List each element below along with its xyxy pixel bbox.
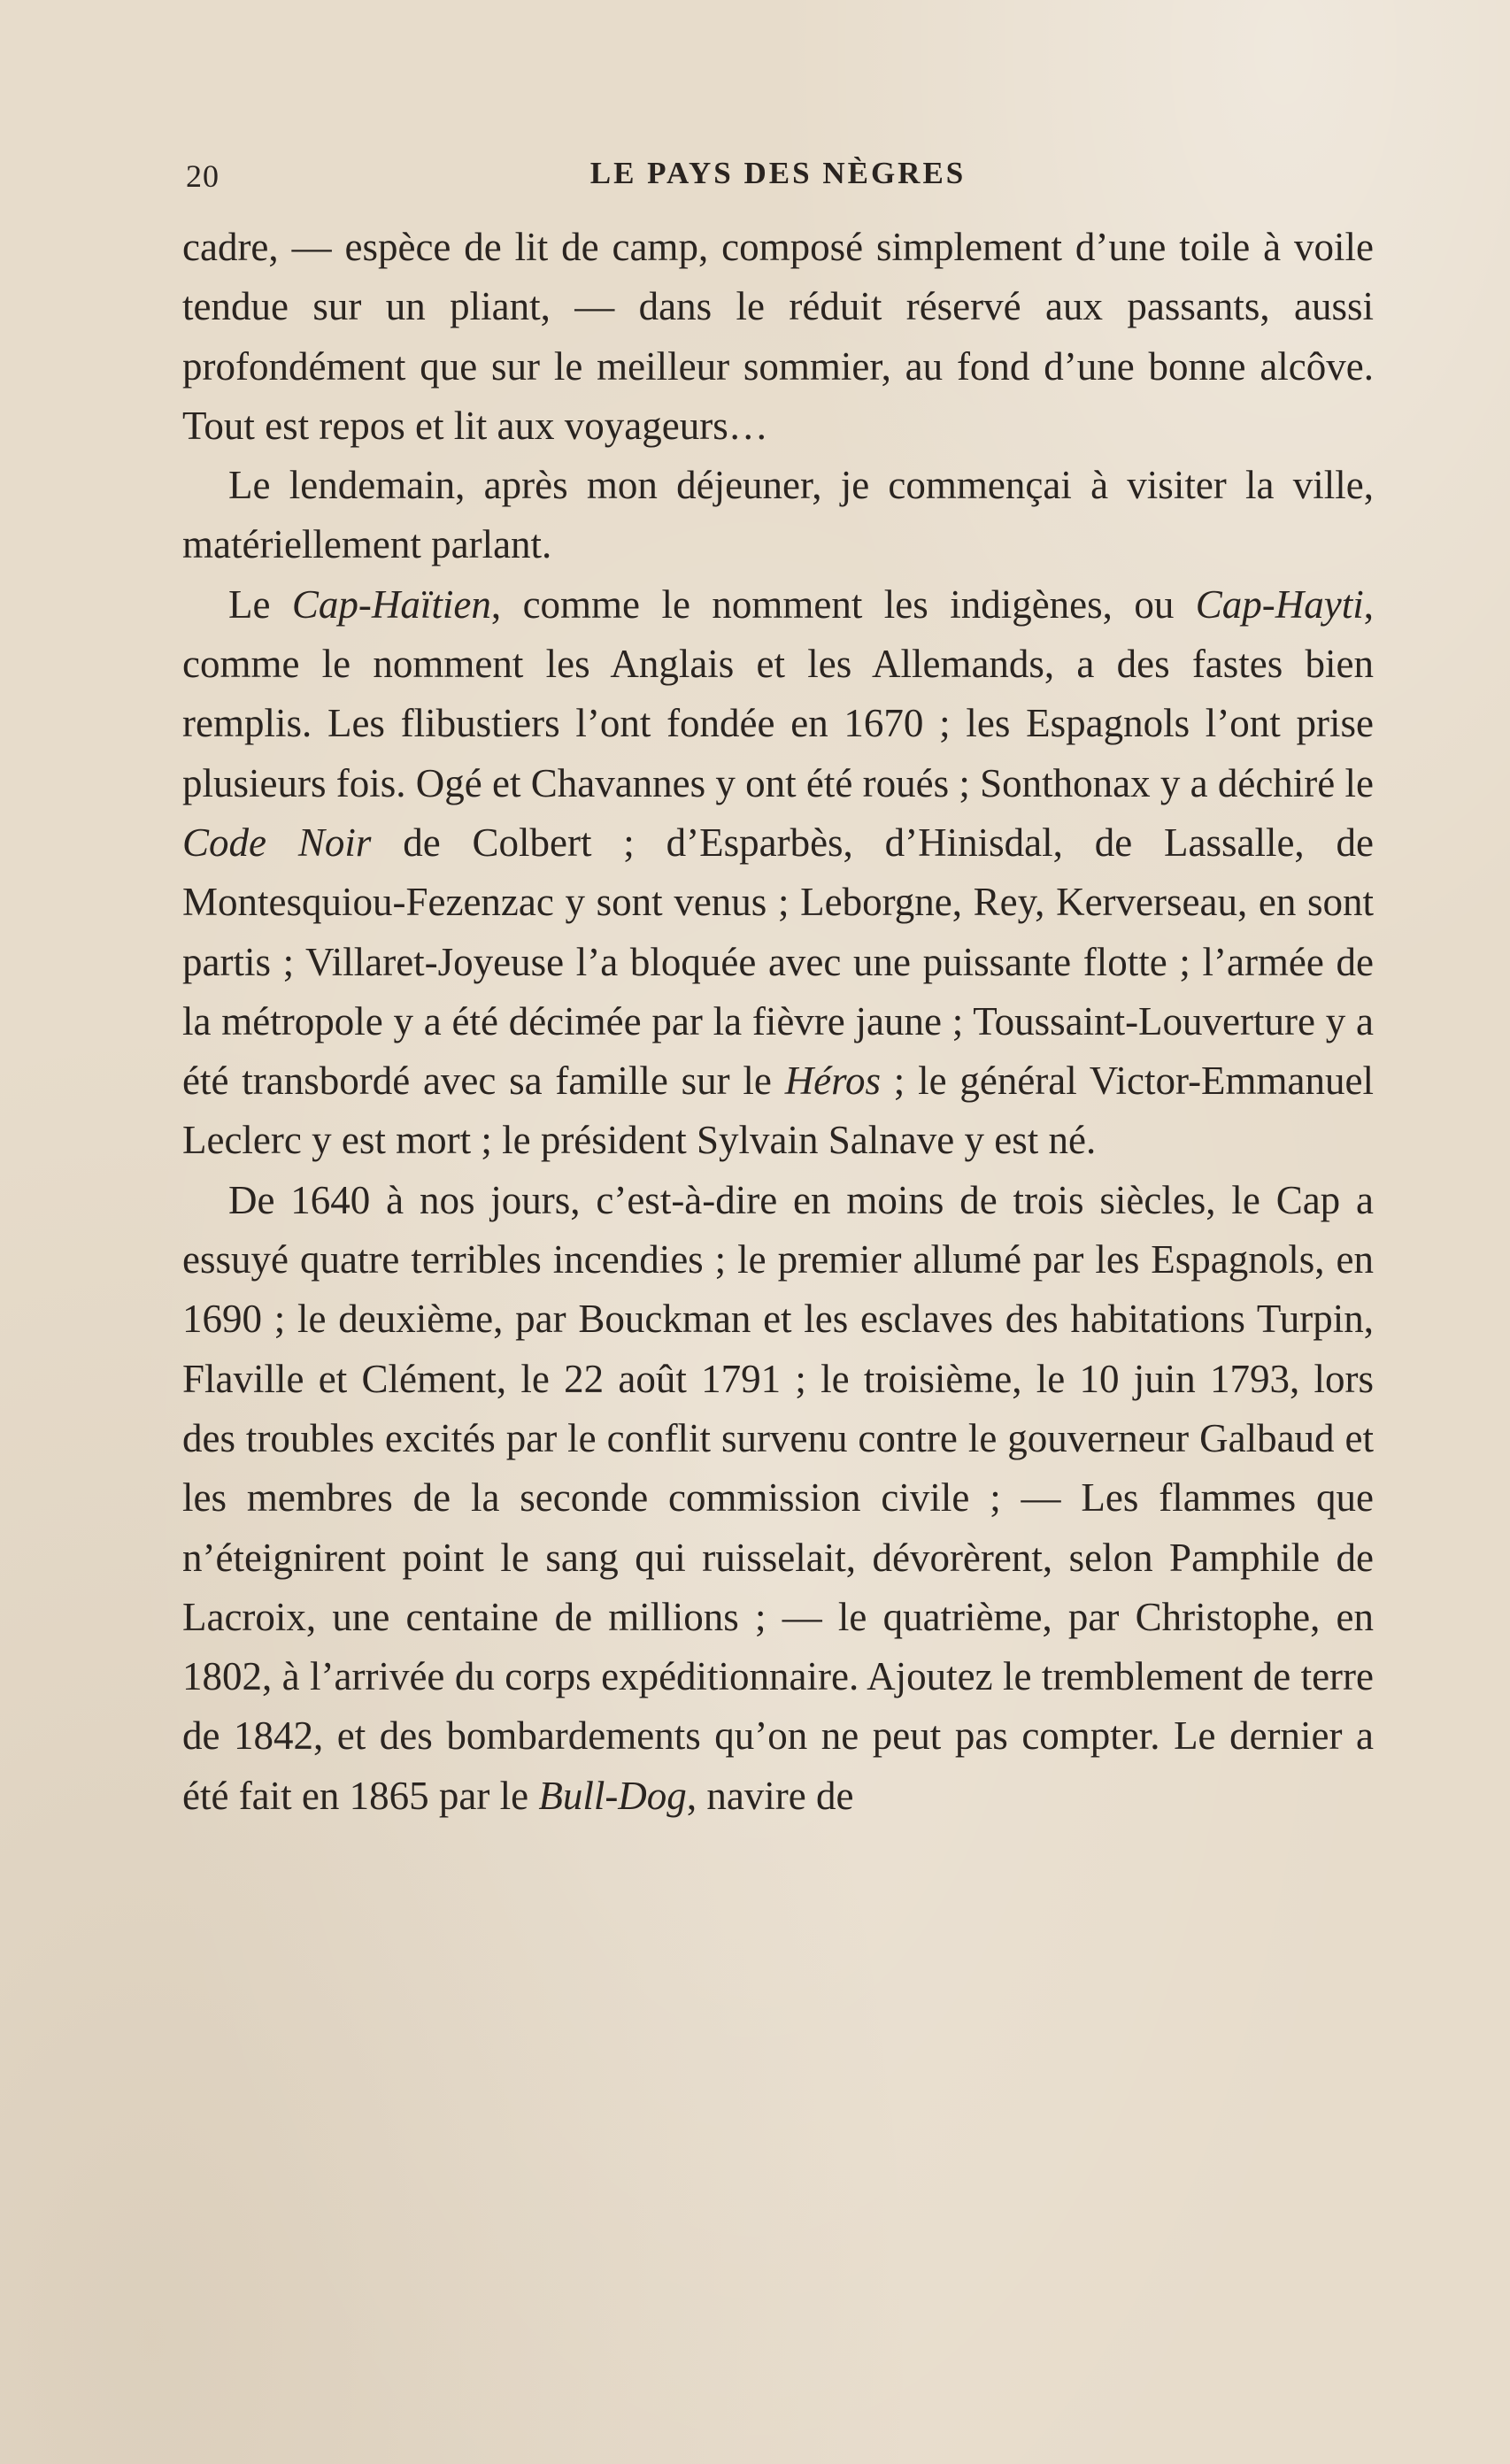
text-run: de Colbert ; d’Esparbès, d’Hinisdal, de Lassalle, de Montesquiou-Fezenzac y sont venus ; Leborgne, Rey, Kerverseau, en sont partis ; Villaret-Joyeuse l’a bloquée avec une puissante flotte ; l’armée de la métropole y a été décimée par la fièvre jaune ; Toussaint-Louverture y a été transbordé avec sa famille sur le bbox=[182, 820, 1374, 1104]
italic-term: Cap-Haïtien bbox=[291, 581, 491, 627]
italic-term: Code Noir bbox=[182, 820, 372, 865]
text-run: ; le général Victor-Emmanuel Leclerc y est mort ; le président Sylvain Salnave y est né. bbox=[182, 1059, 1375, 1163]
paragraph bbox=[182, 218, 1374, 456]
italic-term: Cap-Hayti bbox=[1195, 581, 1364, 627]
running-title: LE PAYS DES NÈGRES bbox=[589, 156, 967, 190]
page-header bbox=[182, 152, 1374, 205]
italic-term: Héros bbox=[784, 1059, 882, 1104]
text-run: cadre, — espèce de lit de camp, composé simplement d’une toile à voile tendue sur un pliant, — dans le réduit réservé aux passants, aussi profondément que sur le meilleur sommier, au fond d’une bonne alcôve. Tout est repos et lit aux voyageurs… bbox=[182, 225, 1374, 448]
body-text bbox=[182, 218, 1374, 1826]
paragraph bbox=[182, 456, 1374, 575]
italic-term: Bull-Dog bbox=[538, 1773, 687, 1818]
text-run: , comme le nomment les Anglais et les Allemands, a des fastes bien remplis. Les flibustiers l’ont fondée en 1670 ; les Espagnols l’ont prise plusieurs fois. Ogé et Chavannes y ont été roués ; Sonthonax y a déchiré le bbox=[182, 581, 1375, 805]
text-run: , navire de bbox=[686, 1773, 854, 1818]
text-run: Le lendemain, après mon déjeuner, je commençai à visiter la ville, matériellement parlant. bbox=[182, 463, 1374, 567]
paragraph bbox=[182, 1171, 1374, 1826]
paragraph bbox=[182, 575, 1374, 1171]
text-run: Le bbox=[228, 581, 292, 627]
page-number: 20 bbox=[186, 158, 220, 194]
text-run: , comme le nomment les indigènes, ou bbox=[490, 581, 1196, 627]
text-run: De 1640 à nos jours, c’est-à-dire en moins de trois siècles, le Cap a essuyé quatre terribles incendies ; le premier allumé par les Espagnols, en 1690 ; le deuxième, par Bouckman et les esclaves des habitations Turpin, Flaville et Clément, le 22 août 1791 ; le troisième, le 10 juin 1793, lors des troubles excités par le conflit survenu contre le gouverneur Galbaud et les membres de la seconde commission civile ; — Les flammes que n’éteignirent point le sang qui ruisselait, dévorèrent, selon Pamphile de Lacroix, une centaine de millions ; — le quatrième, par Christophe, en 1802, à l’arrivée du corps expéditionnaire. Ajoutez le tremblement de terre de 1842, et des bombardements qu’on ne peut pas compter. Le dernier a été fait en 1865 par le bbox=[182, 1177, 1374, 1818]
